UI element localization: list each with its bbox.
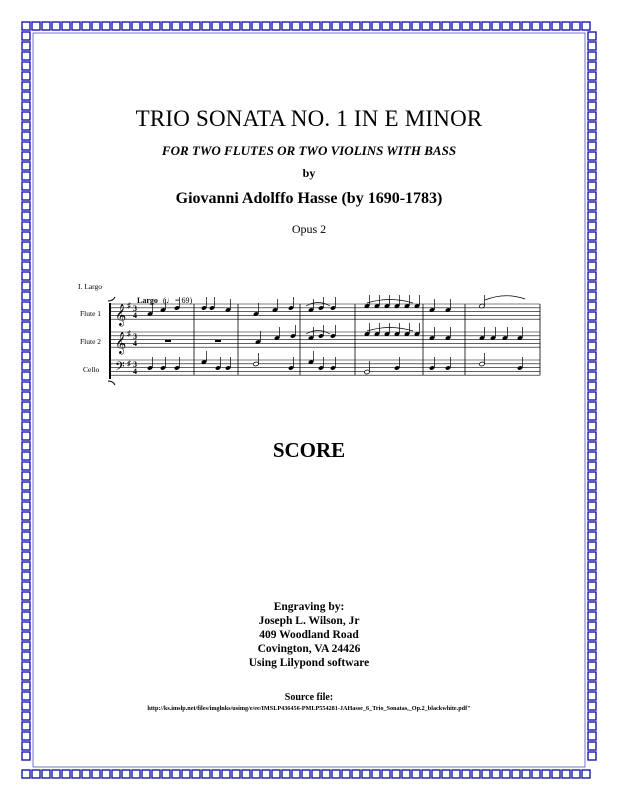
engraver-name: Joseph L. Wilson, Jr (258, 615, 360, 627)
opus-number: Opus 2 (291, 222, 327, 236)
key-signature-flute-2: ♯ (127, 329, 131, 338)
staff-lines (110, 304, 540, 375)
page-title: TRIO SONATA NO. 1 IN E MINOR (135, 106, 483, 131)
svg-text:3: 3 (133, 304, 137, 313)
treble-clef-flute-1: 𝄞 (115, 305, 127, 326)
engraver-street: 409 Woodland Road (259, 629, 359, 641)
tempo-word: Largo (137, 296, 158, 305)
score-label: SCORE (272, 438, 346, 462)
svg-text:4: 4 (133, 339, 137, 348)
note-heads (147, 295, 523, 375)
tempo-open: ( (163, 296, 166, 305)
key-signature-flute-1: ♯ (127, 301, 131, 310)
time-signatures (133, 304, 137, 376)
engraving-label: Engraving by: (273, 601, 345, 613)
by-label: by (302, 166, 316, 180)
svg-text:4: 4 (133, 367, 137, 376)
tempo-note: ♩ (166, 296, 174, 305)
movement-label: I. Largo (78, 282, 103, 291)
instrument-cello: Cello (83, 365, 100, 374)
engraver-city: Covington, VA 24426 (257, 643, 361, 655)
engraving-software: Using Lilypond software (248, 657, 370, 669)
slurs (306, 296, 525, 334)
bracket-bottom (108, 381, 115, 385)
bass-clef-cello: 𝄢 (115, 361, 125, 377)
instrument-flute-2: Flute 2 (80, 337, 102, 346)
subtitle: FOR TWO FLUTES OR TWO VIOLINS WITH BASS (161, 143, 457, 158)
svg-text:3: 3 (133, 332, 137, 341)
engraving-credits (0, 600, 618, 670)
treble-clef-flute-2: 𝄞 (115, 333, 127, 354)
source-file-url: http://ks.imslp.net/files/imglnks/usimg/e/ee/IMSLP436456-PMLP554281-JAHasse_6_Trio_Sonatas,_Op.2_blackwhite.pdf" (147, 705, 471, 712)
svg-text:4: 4 (133, 311, 137, 320)
source-file-label: Source file: (284, 692, 334, 703)
bracket-top (108, 297, 115, 301)
svg-text:3: 3 (133, 360, 137, 369)
key-signature-cello: ♯ (127, 359, 131, 368)
composer-name: Giovanni Adolffo Hasse (by 1690-1783) (175, 190, 443, 207)
music-incipit (0, 276, 618, 386)
instrument-flute-1: Flute 1 (80, 309, 102, 318)
tempo-value: = 69) (175, 296, 193, 305)
